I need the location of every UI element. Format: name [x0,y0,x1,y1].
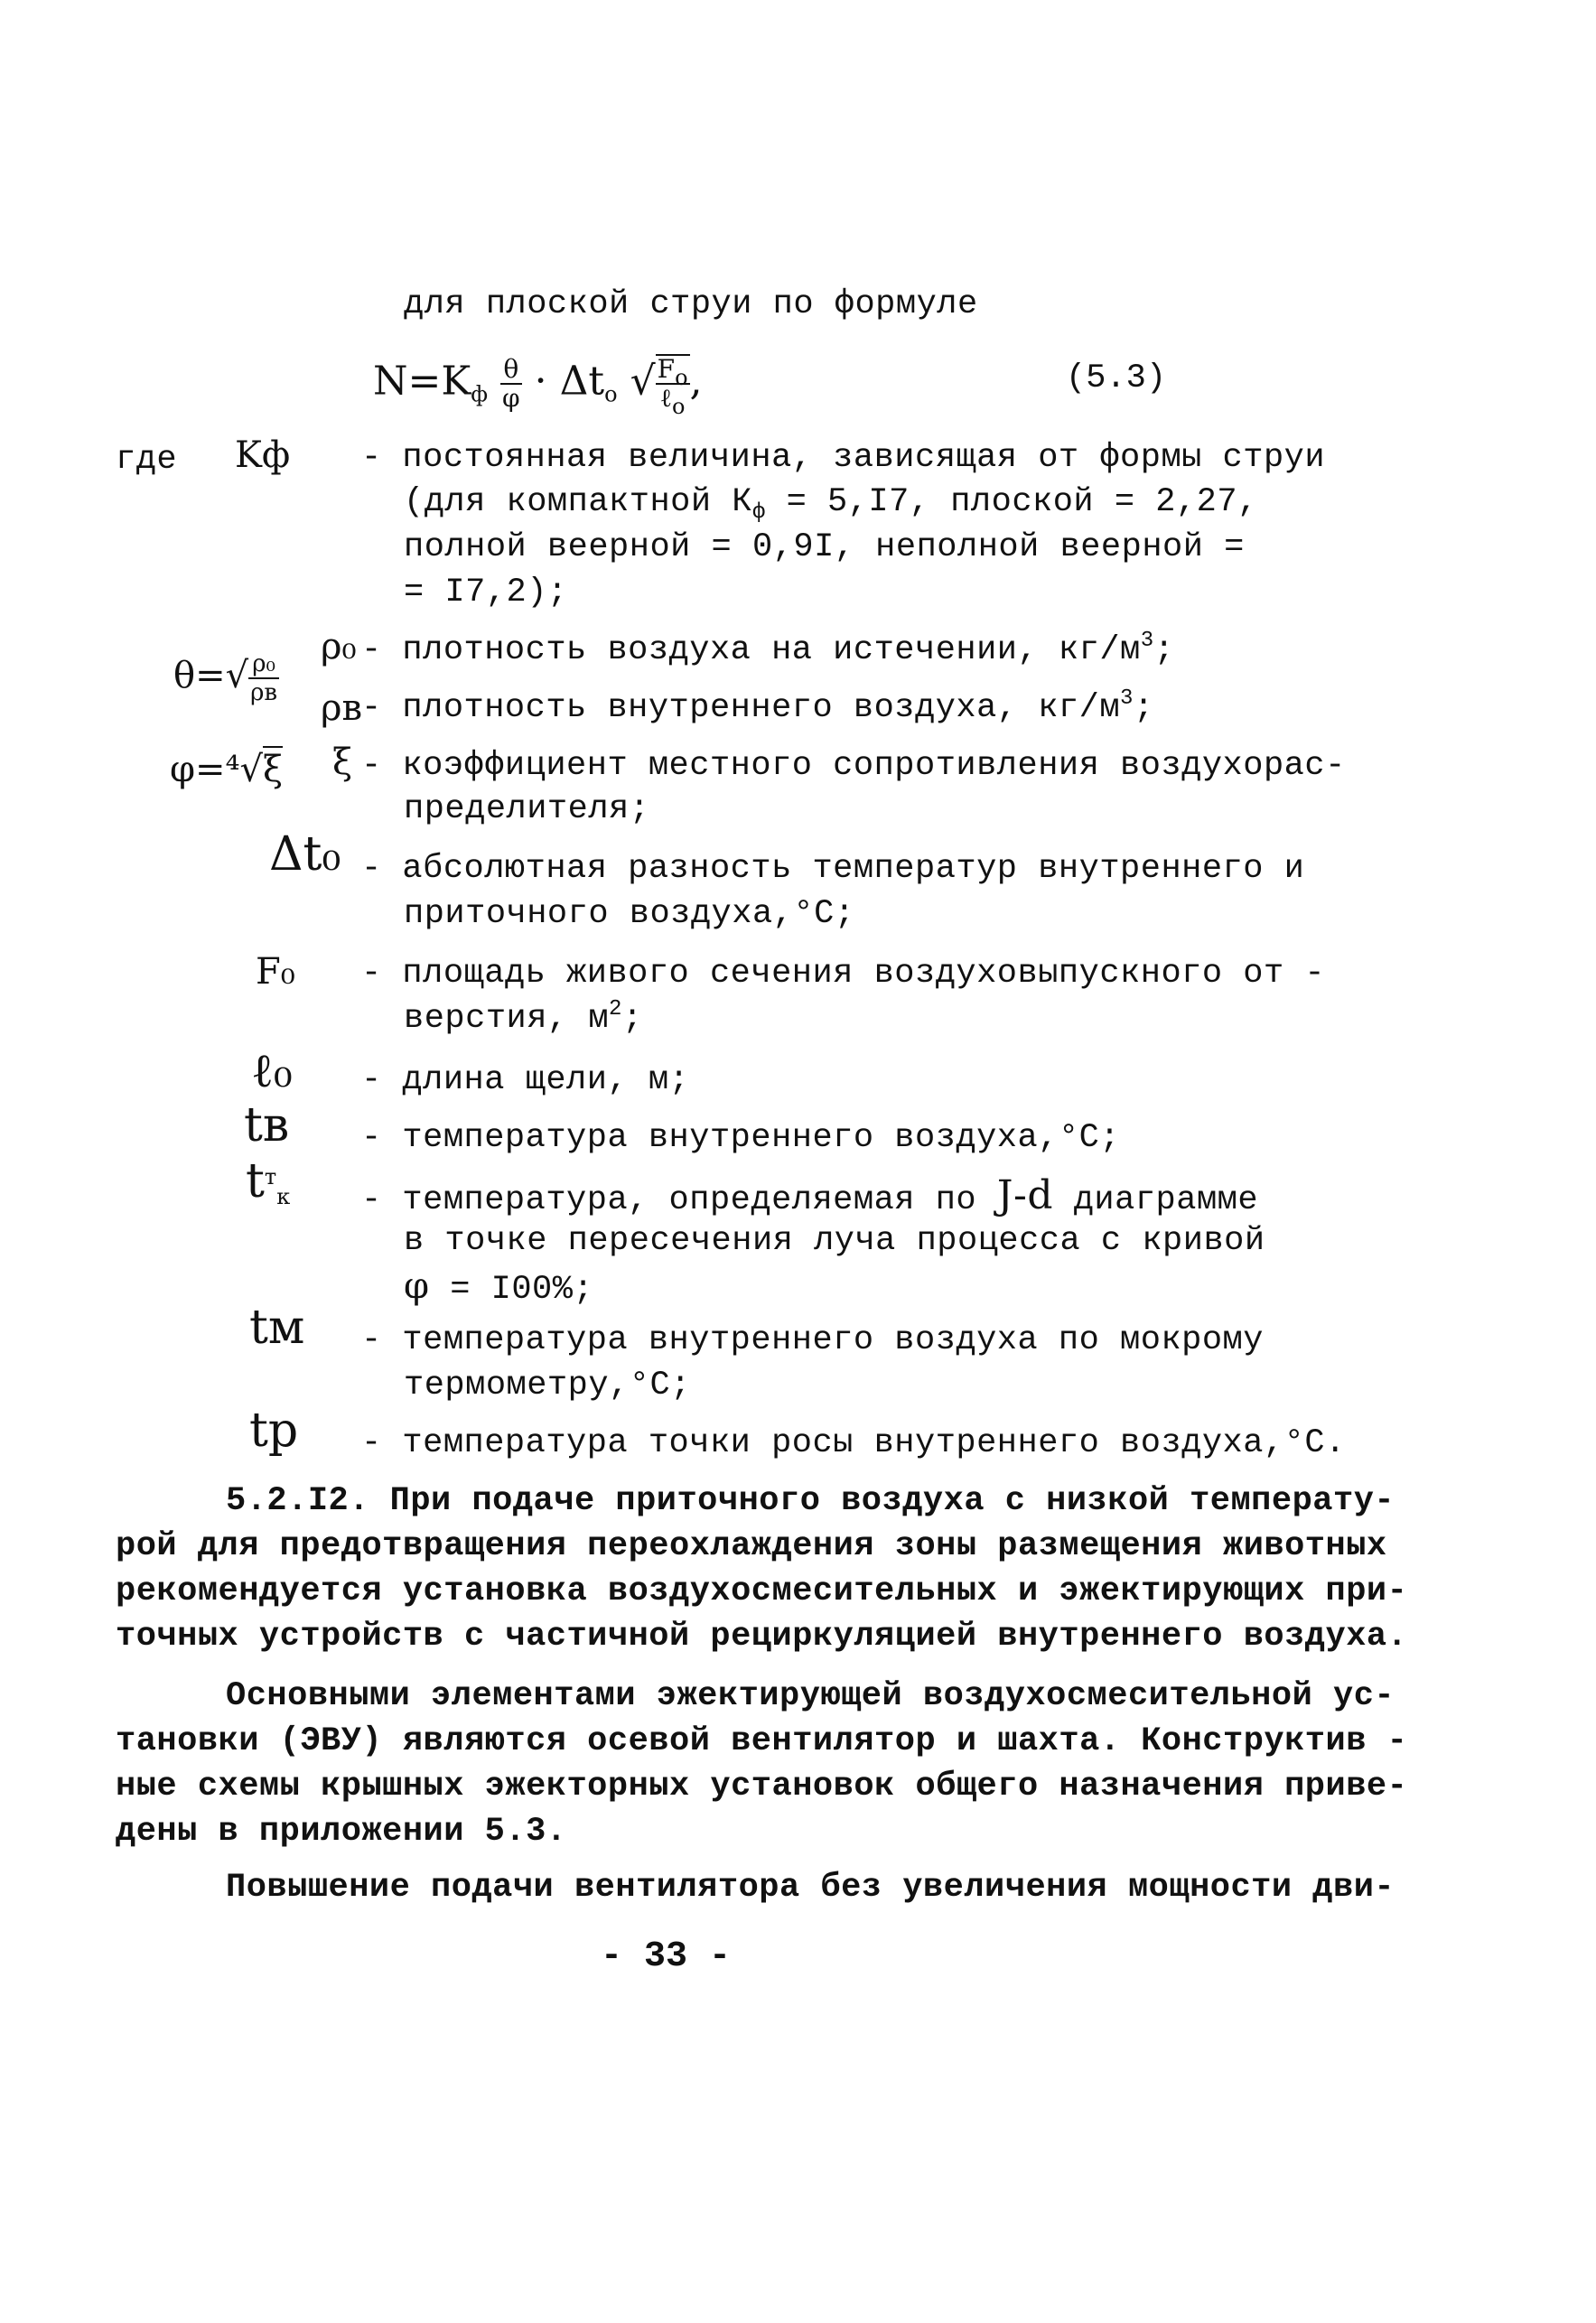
formula-k-sub: ф [471,381,489,407]
rho0-text: - плотность воздуха на истечении, $кг/м^3$; [361,629,1175,669]
page-number: - 33 - [601,1936,732,1977]
rho0-symbol: ρ₀ [321,626,357,667]
formula-sqrt [656,354,690,419]
kf-line-3: полной веерной = 0,9I, неполной веерной = [404,528,1245,566]
formula-f-l-fraction [656,354,690,419]
para2-line-3: ные схемы крышных эжекторных установок общего назначения приве- [116,1768,1408,1805]
formula-delta-t-sub: о [604,381,618,407]
equation-number: (5.3) [1066,359,1167,397]
formula-lhs: N [373,358,408,405]
xi-symbol: ξ [332,742,353,783]
formula-phi: φ [502,383,520,413]
para1-line-2: рой для предотвращения переохлаждения зоны размещения животных [116,1527,1387,1565]
tk-line-2: в точке пересечения луча процесса с кривой [404,1222,1265,1260]
formula-theta: θ [500,356,522,385]
kf-symbol: Kф [235,434,291,476]
tm-symbol: tм [249,1301,305,1355]
formula-trail: , [689,358,703,405]
para2-line-2: тановки (ЭВУ) являются осевой вентилятор и шахта. Конструктив - [116,1722,1408,1760]
f0-symbol: F₀ [256,951,295,993]
formula-theta-phi-fraction [500,356,522,412]
para2-line-1: Основными элементами эжектирующей воздухосмесительной ус- [226,1677,1395,1715]
para2-line-4: дены в приложении 5.3. [116,1813,567,1851]
tm-line-2: термометру,°С; [404,1367,691,1404]
tb-symbol: tв [244,1098,290,1152]
formula-k: K [441,358,471,405]
kf-line-4: = I7,2); [404,574,568,611]
f0-line-1: - площадь живого сечения воздуховыпускного от - [361,955,1326,993]
para1-line-4: точных устройств с частичной рециркуляцией внутреннего воздуха. [116,1618,1408,1656]
l0-line-1: - длина щели, м; [361,1061,690,1099]
formula-l-sub: о [672,394,686,419]
tm-line-1: - температура внутреннего воздуха по мокрому [361,1321,1264,1359]
kf-line-2: (для компактной $К_ф = 5,I7$, плоской = 2,27, [404,483,1258,525]
tb-line-1: - температура внутреннего воздуха,°С; [361,1119,1121,1157]
xi-line-2: пределителя; [404,790,650,828]
dt-line-1: - абсолютная разность температур внутреннего и [361,850,1305,888]
intro-text: для плоской струи по формуле [404,285,978,323]
l0-symbol: ℓ₀ [251,1044,293,1098]
phi-definition: φ=⁴√ξ [170,746,283,791]
kf-line-1: - постоянная величина, зависящая от формы струи [361,439,1326,477]
rhob-text: - плотность внутреннего воздуха, $кг/м^3$; [361,686,1154,727]
formula-f-sub: о [675,365,688,390]
formula-5-3: $N=K_ф$ $\frac{\theta}{\varphi}$ · $\Delta t_о$ √ $\frac{F_о}{\ell_о}$ , [373,354,703,419]
dt-line-2: приточного воздуха,°С; [404,895,855,933]
rhob-symbol: ρв [321,687,363,729]
tk-line-1: - температура, определяемая по J-d диаграмме [361,1172,1259,1219]
formula-delta-t: Δt [559,358,605,405]
tp-symbol: tр [249,1404,299,1458]
para1-line-1: 5.2.I2. При подаче приточного воздуха с низкой температу- [226,1482,1395,1520]
f0-line-2: верстия, $м^2$; [404,997,643,1038]
where-label: где [116,441,178,479]
tk-line-3: φ = I00%; [404,1265,594,1309]
xi-line-1: - коэффициент местного сопротивления воздухорас- [361,747,1346,785]
delta-t0-symbol: Δt₀ [269,827,341,882]
para1-line-3: рекомендуется установка воздухосмесительных и эжектирующих при- [116,1572,1408,1610]
tk-symbol: $t^т_к$ [246,1154,291,1209]
theta-definition: θ=√ $\frac{\text{ρ₀}}{\rho в}$ [173,650,278,706]
tp-line-1: - температура точки росы внутреннего воздуха,°С. [361,1424,1346,1462]
formula-f: F [657,354,676,384]
formula-l: ℓ [659,383,673,413]
para3-line-1: Повышение подачи вентилятора без увеличения мощности дви- [226,1869,1395,1907]
